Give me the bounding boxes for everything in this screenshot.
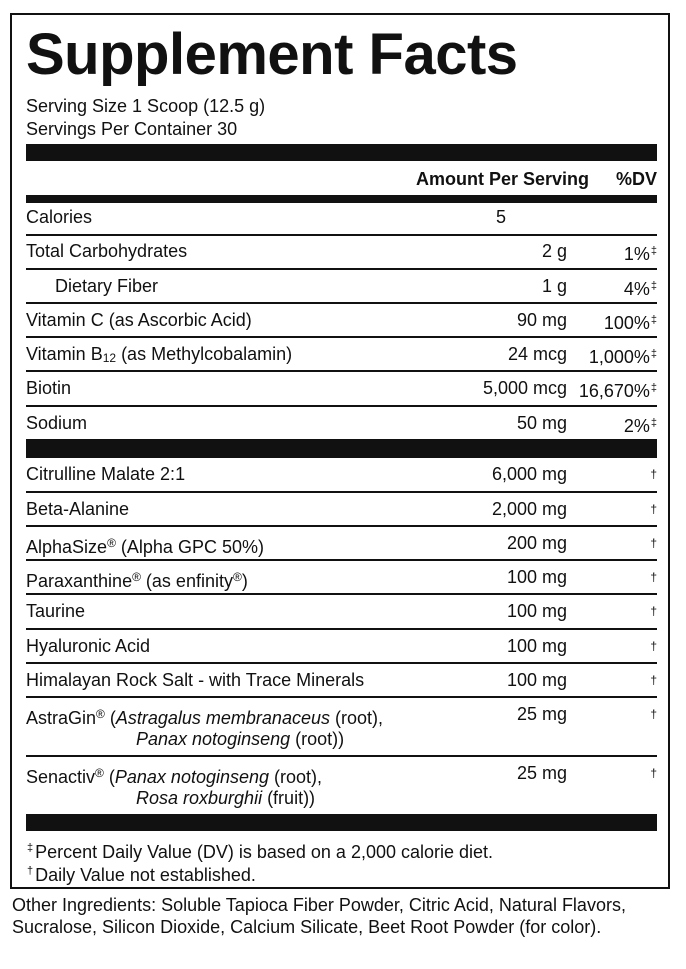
ingredient-amount: 6,000 mg	[491, 464, 567, 484]
servings-per-container: Servings Per Container 30	[26, 119, 238, 139]
ingredient-amount: 100 mg	[506, 601, 567, 621]
nutrient-amount: 24 mcg	[507, 344, 567, 364]
ingredient-name: Himalayan Rock Salt - with Trace Minerals	[26, 670, 365, 690]
nutrient-amount: 5,000 mcg	[482, 378, 567, 398]
ingredient-amount: 100 mg	[506, 670, 567, 690]
thick-divider	[26, 814, 657, 831]
nutrient-dv: 16,670%‡	[578, 381, 657, 401]
nutrient-name: Sodium	[26, 413, 88, 433]
ingredient-dv: †	[650, 673, 657, 687]
row-divider	[26, 234, 657, 236]
other-ingredients: Other Ingredients: Soluble Tapioca Fiber Powder, Citric Acid, Natural Flavors, Sucralose, Silicon Dioxide, Calcium Silicate, Beet Root Powder (for color).	[12, 895, 626, 937]
ingredient-dv: †	[650, 467, 657, 481]
thick-divider	[26, 144, 657, 161]
row-divider	[26, 302, 657, 304]
nutrient-name: Dietary Fiber	[55, 276, 159, 296]
ingredient-dv: †	[650, 766, 657, 780]
thick-divider	[26, 439, 657, 458]
nutrient-name: Vitamin B12 (as Methylcobalamin)	[26, 344, 293, 365]
row-divider	[26, 696, 657, 698]
row-divider	[26, 559, 657, 561]
ingredient-dv: †	[650, 639, 657, 653]
row-divider	[26, 662, 657, 664]
dv-header: %DV	[615, 169, 657, 189]
ingredient-name: AlphaSize® (Alpha GPC 50%)	[26, 536, 264, 557]
nutrient-dv: 4%‡	[623, 279, 657, 299]
ingredient-amount: 25 mg	[516, 763, 567, 783]
nutrient-amount: 5	[495, 207, 506, 227]
ingredient-name: Beta-Alanine	[26, 499, 130, 519]
ingredient-name: Citrulline Malate 2:1	[26, 464, 186, 484]
nutrient-dv: 1,000%‡	[588, 347, 657, 367]
ingredient-amount: 100 mg	[506, 567, 567, 587]
ingredient-name-line2: Panax notoginseng (root))	[136, 729, 345, 749]
amount-header: Amount Per Serving	[415, 169, 589, 189]
ingredient-amount: 100 mg	[506, 636, 567, 656]
nutrient-name: Vitamin C (as Ascorbic Acid)	[26, 310, 252, 330]
ingredient-name: Paraxanthine® (as enfinity®)	[26, 570, 248, 591]
ingredient-amount: 2,000 mg	[491, 499, 567, 519]
ingredient-name: Senactiv® (Panax notoginseng (root),	[26, 766, 323, 787]
ingredient-amount: 25 mg	[516, 704, 567, 724]
nutrient-amount: 90 mg	[516, 310, 567, 330]
row-divider	[26, 593, 657, 595]
ingredient-name: AstraGin® (Astragalus membranaceus (root),	[26, 707, 383, 728]
ingredient-dv: †	[650, 604, 657, 618]
nutrient-amount: 50 mg	[516, 413, 567, 433]
nutrient-dv: 100%‡	[603, 313, 657, 333]
nutrient-dv: 2%‡	[623, 416, 657, 436]
ingredient-name: Hyaluronic Acid	[26, 636, 151, 656]
panel-title: Supplement Facts	[26, 22, 518, 87]
footnote-dv: ‡ Percent Daily Value (DV) is based on a 2,000 calorie diet.	[27, 842, 494, 862]
nutrient-name: Calories	[26, 207, 93, 227]
ingredient-dv: †	[650, 536, 657, 550]
supplement-facts-panel	[10, 13, 670, 889]
row-divider	[26, 755, 657, 757]
row-divider	[26, 405, 657, 407]
serving-size: Serving Size 1 Scoop (12.5 g)	[26, 96, 266, 116]
row-divider	[26, 336, 657, 338]
nutrient-name: Total Carbohydrates	[26, 241, 188, 261]
row-divider	[26, 268, 657, 270]
footnote-not-established: † Daily Value not established.	[27, 865, 256, 885]
nutrient-name: Biotin	[26, 378, 72, 398]
ingredient-dv: †	[650, 707, 657, 721]
nutrient-amount: 1 g	[541, 276, 567, 296]
nutrient-amount: 2 g	[541, 241, 567, 261]
medium-divider	[26, 195, 657, 203]
nutrient-dv: 1%‡	[623, 244, 657, 264]
row-divider	[26, 370, 657, 372]
ingredient-name: Taurine	[26, 601, 86, 621]
ingredient-name-line2: Rosa roxburghii (fruit))	[136, 788, 316, 808]
row-divider	[26, 525, 657, 527]
ingredient-dv: †	[650, 570, 657, 584]
ingredient-amount: 200 mg	[506, 533, 567, 553]
row-divider	[26, 628, 657, 630]
row-divider	[26, 491, 657, 493]
ingredient-dv: †	[650, 502, 657, 516]
